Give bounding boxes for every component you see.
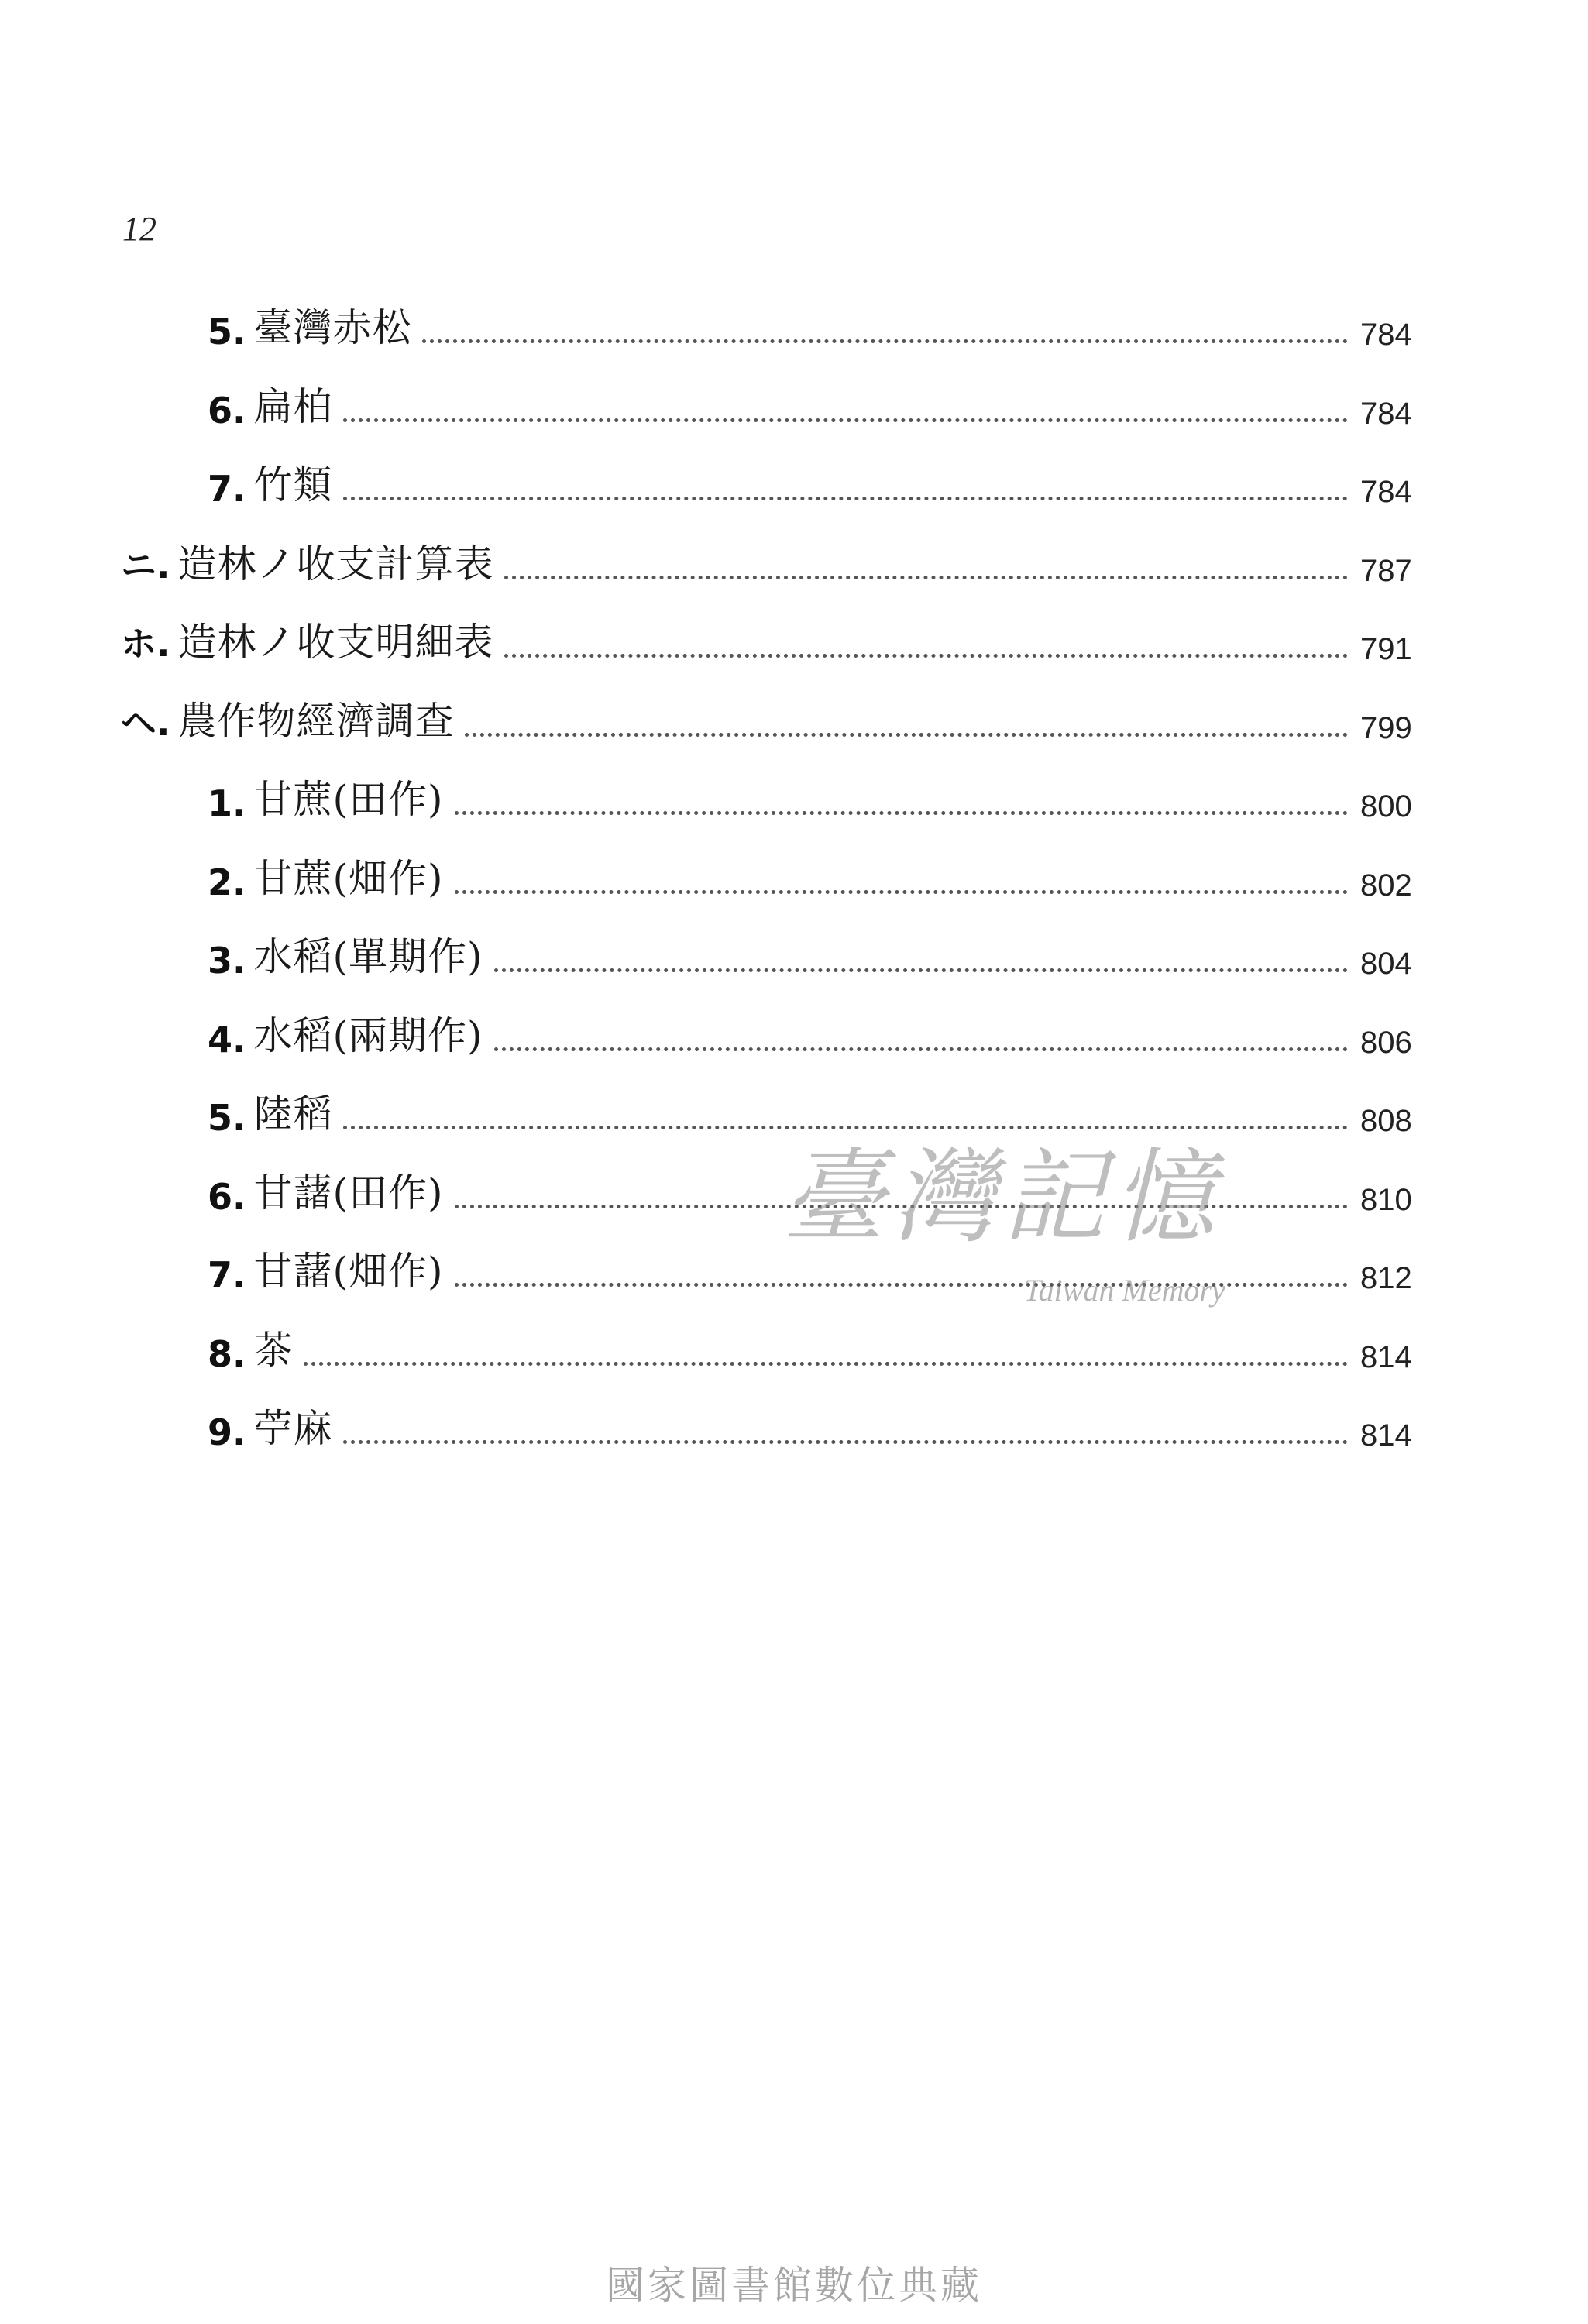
toc-leader-dots: [304, 1361, 1348, 1366]
toc-entry: [208, 456, 1422, 510]
toc-entry-page: 784: [1360, 475, 1412, 509]
toc-entry-title: 茶: [253, 1328, 294, 1373]
toc-entry-page: 810: [1360, 1183, 1412, 1217]
toc-leader-dots: [422, 339, 1348, 343]
toc-entry: [208, 1085, 1422, 1139]
toc-leader-dots: [343, 418, 1348, 422]
toc-leader-dots: [343, 496, 1348, 500]
toc-entry-title: 造林ノ收支計算表: [177, 541, 494, 586]
footer-collection-label: 國家圖書館數位典藏: [606, 2263, 982, 2308]
toc-entry-number: ニ.: [121, 545, 170, 586]
toc-entry-page: 806: [1360, 1026, 1412, 1060]
toc-entry-number: 9.: [208, 1411, 246, 1453]
toc-entry: [208, 1321, 1422, 1375]
toc-entry-title: 甘蔗(畑作): [253, 856, 444, 901]
toc-entry-number: 7.: [208, 468, 246, 510]
toc-entry: [208, 298, 1422, 352]
toc-entry: [208, 1399, 1422, 1453]
toc-entry-title: 竹類: [253, 462, 333, 507]
toc-entry-title: 苧麻: [253, 1406, 333, 1451]
toc-entry-number: 3.: [208, 940, 246, 982]
toc-entry-number: 5.: [208, 1097, 246, 1139]
watermark-subtitle: Taiwan Memory: [1024, 1273, 1225, 1308]
toc-entry-number: ホ.: [121, 623, 170, 665]
toc-leader-dots: [343, 1125, 1348, 1129]
toc-entry-number: ヘ.: [121, 702, 170, 744]
toc-entry: [208, 770, 1422, 824]
toc-entry-number: 5.: [208, 311, 246, 352]
toc-entry-page: 799: [1360, 711, 1412, 745]
toc-entry-number: 6.: [208, 390, 246, 431]
watermark-title: 臺灣記憶: [782, 1138, 1222, 1257]
toc-entry-page: 791: [1360, 632, 1412, 666]
toc-entry-page: 787: [1360, 554, 1412, 588]
toc-leader-dots: [494, 968, 1349, 972]
toc-leader-dots: [343, 1439, 1348, 1444]
toc-entry-title: 甘藷(田作): [253, 1171, 444, 1215]
toc-entry: [121, 613, 1422, 667]
toc-entry: [121, 692, 1422, 746]
toc-leader-dots: [465, 732, 1348, 737]
toc-entry-page: 802: [1360, 868, 1412, 902]
toc-entry-page: 814: [1360, 1418, 1412, 1452]
toc-entry: [208, 377, 1422, 431]
toc-entry-title: 造林ノ收支明細表: [177, 620, 494, 665]
toc-leader-dots: [504, 653, 1348, 658]
toc-entry-page: 784: [1360, 397, 1412, 431]
toc-entry-page: 814: [1360, 1340, 1412, 1374]
toc-entry-page: 784: [1360, 318, 1412, 352]
toc-entry-title: 扁柏: [253, 384, 333, 429]
toc-entry-number: 7.: [208, 1254, 246, 1296]
toc-leader-dots: [455, 810, 1349, 815]
toc-entry-number: 6.: [208, 1176, 246, 1218]
toc-entry: [208, 1006, 1422, 1061]
toc-entry-title: 陸稻: [253, 1092, 333, 1136]
toc-entry: [208, 849, 1422, 903]
toc-leader-dots: [504, 575, 1348, 579]
toc-entry: [208, 927, 1422, 982]
toc-entry-title: 甘藷(畑作): [253, 1249, 444, 1294]
toc-entry-page: 800: [1360, 789, 1412, 823]
toc-leader-dots: [494, 1047, 1349, 1051]
toc-entry: [121, 535, 1422, 589]
toc-entry-page: 804: [1360, 947, 1412, 981]
toc-entry-number: 2.: [208, 861, 246, 903]
toc-entry-number: 8.: [208, 1333, 246, 1375]
toc-entry-title: 甘蔗(田作): [253, 777, 444, 822]
toc-leader-dots: [455, 889, 1349, 894]
page-number: 12: [122, 210, 156, 248]
toc-entry-page: 808: [1360, 1104, 1412, 1138]
toc-entry-title: 臺灣赤松: [253, 305, 412, 350]
toc-entry-title: 水稻(單期作): [253, 934, 483, 979]
toc-entry-number: 1.: [208, 782, 246, 824]
toc-entry-number: 4.: [208, 1019, 246, 1061]
toc-entry-title: 農作物經濟調查: [177, 699, 455, 744]
toc-entry-title: 水稻(兩期作): [253, 1013, 483, 1058]
toc-entry-page: 812: [1360, 1261, 1412, 1295]
watermark: [782, 1138, 1294, 1325]
